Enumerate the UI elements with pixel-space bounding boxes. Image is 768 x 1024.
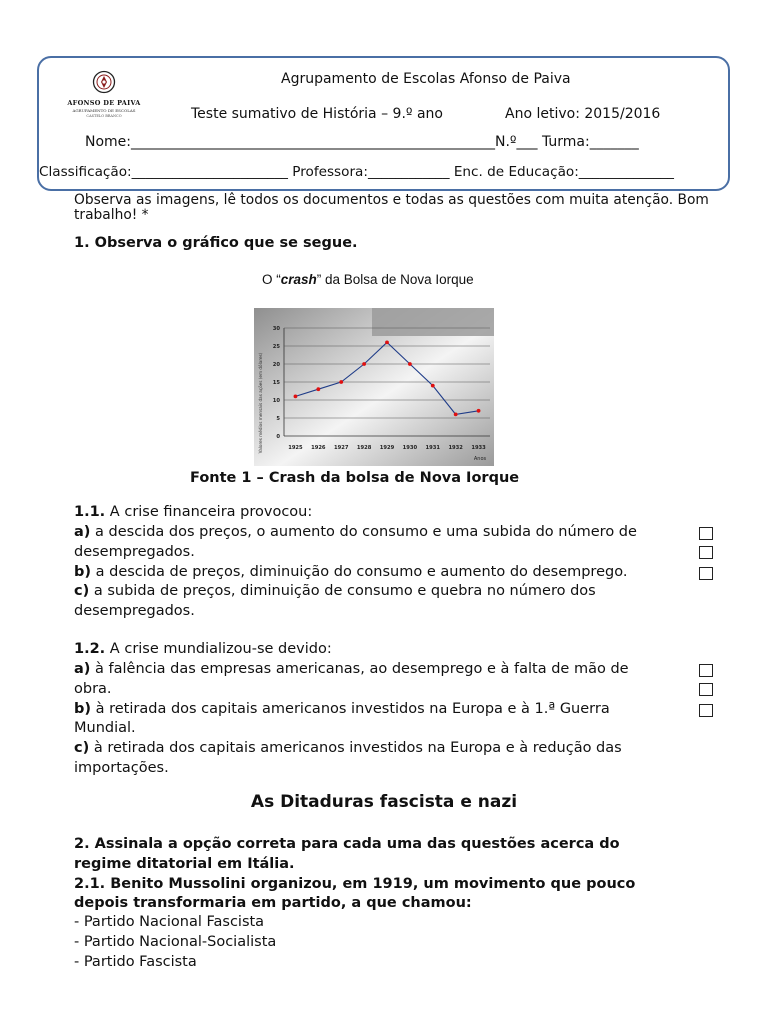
logo-subtitle: AGRUPAMENTO DE ESCOLAS (72, 108, 136, 113)
option-1-2-c (74, 740, 622, 756)
x-tick-label: 1927 (333, 445, 349, 451)
question-number: 1.1. (74, 504, 106, 520)
question-1-1-prompt (74, 504, 312, 520)
question-1-title: 1. Observa o gráfico que se segue. (74, 235, 358, 251)
option-text: à retirada dos capitais americanos investidos na Europa e à 1.ª Guerra (91, 701, 610, 717)
school-name: Agrupamento de Escolas Afonso de Paiva (281, 71, 571, 87)
chart-title-em: crash (280, 272, 317, 287)
checkbox-1-1-c[interactable] (699, 567, 713, 580)
chart-title-pre: O “ (262, 272, 281, 287)
option-text: a descida dos preços, o aumento do consumo e uma subida do número de (90, 524, 637, 540)
y-axis-label: Valores médios mensais das ações (em dólares) (258, 352, 263, 454)
checkbox-1-1-a[interactable] (699, 527, 713, 540)
x-tick-label: 1930 (402, 445, 418, 451)
data-point (477, 409, 481, 413)
data-point (339, 380, 343, 384)
option-label: a) (74, 524, 91, 540)
option-1-2-a (74, 661, 629, 677)
option-label: c) (74, 740, 90, 756)
logo-name: AFONSO DE PAIVA (67, 99, 141, 107)
chart-corner-shade (372, 308, 494, 336)
option-1-2-a-cont: obra. (74, 681, 112, 697)
data-point (385, 341, 389, 345)
chart-title (262, 272, 474, 287)
answer-option-1: - Partido Nacional Fascista (74, 914, 265, 930)
question-text: A crise financeira provocou: (105, 504, 313, 520)
option-label: b) (74, 701, 92, 717)
crash-line-chart (254, 308, 494, 466)
checkbox-1-2-b[interactable] (699, 683, 713, 696)
x-tick-label: 1928 (356, 445, 372, 451)
checkbox-1-1-b[interactable] (699, 546, 713, 559)
option-text: a subida de preços, diminuição de consumo e quebra no número dos (89, 583, 596, 599)
test-title: Teste sumativo de História – 9.º ano (191, 106, 443, 122)
checkbox-1-2-c[interactable] (699, 704, 713, 717)
option-1-1-c (74, 583, 596, 599)
x-tick-label: 1926 (311, 445, 326, 451)
checkbox-1-2-a[interactable] (699, 664, 713, 677)
intro-line-1: Observa as imagens, lê todos os documentos e todas as questões com muita atenção. Bom (74, 192, 709, 208)
question-number: 1.2. (74, 641, 106, 657)
data-point (294, 395, 298, 399)
chart-title-post: ” da Bolsa de Nova Iorque (316, 272, 474, 287)
data-point (362, 362, 366, 366)
option-1-1-a (74, 524, 637, 540)
y-tick-label: 20 (272, 361, 280, 368)
question-2-1-line-2: depois transformaria em partido, a que chamou: (74, 895, 472, 911)
question-2-line-2: regime ditatorial em Itália. (74, 856, 295, 872)
intro-line-2: trabalho! * (74, 207, 149, 223)
option-1-1-b (74, 564, 627, 580)
x-tick-label: 1929 (379, 445, 395, 451)
option-label: b) (74, 564, 92, 580)
logo-location: CASTELO BRANCO (86, 114, 122, 118)
x-tick-label: 1932 (448, 445, 463, 451)
y-tick-label: 15 (272, 379, 280, 386)
y-tick-label: 0 (276, 433, 280, 440)
data-point (454, 413, 458, 417)
option-text: a descida de preços, diminuição do consumo e aumento do desemprego. (91, 564, 628, 580)
option-1-2-c-cont: importações. (74, 760, 169, 776)
y-tick-label: 25 (272, 343, 280, 350)
answer-option-2: - Partido Nacional-Socialista (74, 934, 277, 950)
option-1-2-b-cont: Mundial. (74, 720, 136, 736)
y-tick-label: 10 (272, 397, 280, 404)
question-2-line-1: 2. Assinala a opção correta para cada uma das questões acerca do (74, 836, 620, 852)
data-point (431, 384, 435, 388)
option-1-1-c-cont: desempregados. (74, 603, 195, 619)
x-tick-label: 1933 (471, 445, 486, 451)
option-text: à falência das empresas americanas, ao desemprego e à falta de mão de (90, 661, 629, 677)
x-tick-label: 1925 (288, 445, 303, 451)
x-axis-label: Anos (473, 456, 487, 462)
school-seal-icon (92, 70, 116, 94)
option-label: a) (74, 661, 91, 677)
grading-fields[interactable]: Classificação:_______________________ Professora:____________ Enc. de Educação:______________ (39, 164, 674, 180)
school-logo (62, 70, 146, 122)
student-name-field[interactable]: Nome:____________________________________________________N.º___ Turma:_______ (85, 134, 639, 150)
option-1-1-a-cont: desempregados. (74, 544, 195, 560)
school-year: Ano letivo: 2015/2016 (505, 106, 661, 122)
answer-option-3: - Partido Fascista (74, 954, 197, 970)
question-1-2-prompt (74, 641, 332, 657)
option-text: à retirada dos capitais americanos investidos na Europa e à redução das (89, 740, 622, 756)
chart-caption: Fonte 1 – Crash da bolsa de Nova Iorque (190, 470, 520, 486)
y-tick-label: 5 (276, 415, 280, 422)
x-tick-label: 1931 (425, 445, 441, 451)
data-point (316, 387, 320, 391)
section-title: As Ditaduras fascista e nazi (250, 792, 518, 812)
question-text: A crise mundializou-se devido: (105, 641, 332, 657)
question-2-1-line-1: 2.1. Benito Mussolini organizou, em 1919, um movimento que pouco (74, 876, 636, 892)
y-tick-label: 30 (272, 325, 280, 332)
data-point (408, 362, 412, 366)
option-1-2-b (74, 701, 610, 717)
option-label: c) (74, 583, 90, 599)
